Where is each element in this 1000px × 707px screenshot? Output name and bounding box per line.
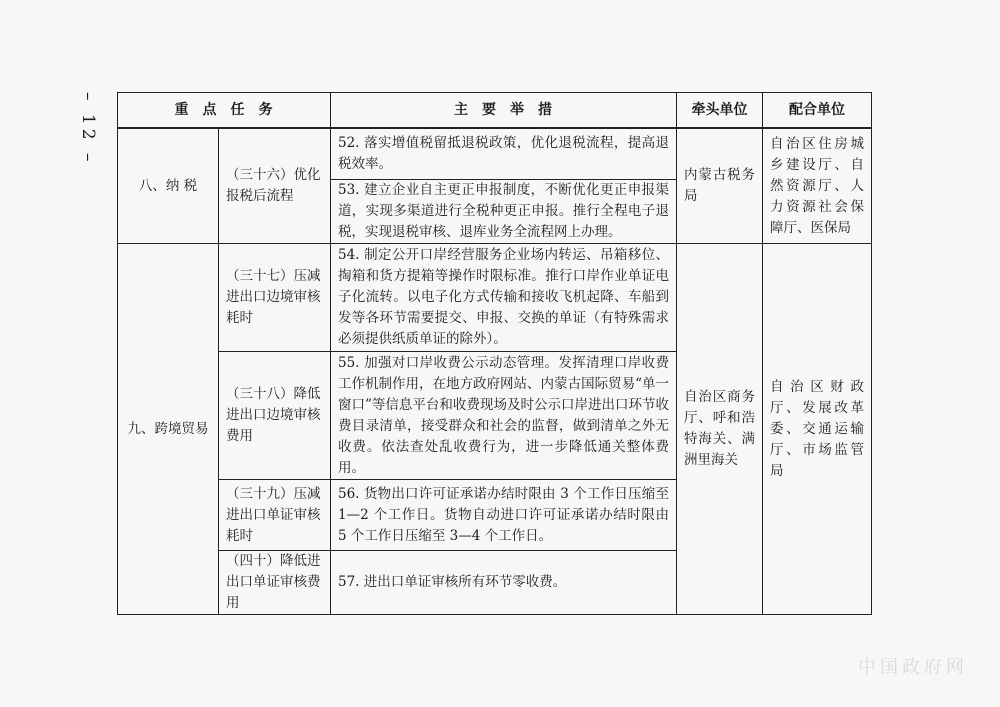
table-header-row [118, 93, 872, 129]
subtask-cell: （三十九）压减进出口单证审核耗时 [219, 480, 331, 551]
measure-cell: 55. 加强对口岸收费公示动态管理。发挥清理口岸收费工作机制作用，在地方政府网站、内蒙古国际贸易“单一窗口”等信息平台和收费现场及时公示口岸进出口环节收费目录清单，接受群众和社会的监督，做到清单之外无收费。依法查处乱收费行为，进一步降低通关整体费用。 [331, 352, 677, 480]
page-number: – 12 – [78, 92, 98, 166]
measure-cell: 54. 制定公开口岸经营服务企业场内转运、吊箱移位、掏箱和货方提箱等操作时限标准。推行口岸作业单证电子化流转。以电子化方式传输和接收飞机起降、车船到发等各环节需要提交、申报、交换的单证（有特殊需求必须提供纸质单证的除外）。 [331, 244, 677, 352]
subtask-cell: （四十）降低进出口单证审核费用 [219, 551, 331, 615]
category-cell: 九、跨境贸易 [118, 244, 219, 615]
header-lead: 牵头单位 [677, 93, 763, 129]
subtask-cell: （三十八）降低进出口边境审核费用 [219, 352, 331, 480]
header-task: 重点任务 [118, 93, 331, 129]
watermark-logo: 中国政府网 [858, 657, 968, 678]
subtask-cell: （三十七）压减进出口边境审核耗时 [219, 244, 331, 352]
table-row [118, 244, 872, 352]
lead-unit-cell: 内蒙古税务局 [677, 128, 763, 244]
cooperate-unit-cell: 自治区住房城乡建设厅、自然资源厅、人力资源社会保障厅、医保局 [763, 128, 872, 244]
table-row [118, 128, 872, 180]
measure-cell: 53. 建立企业自主更正申报制度，不断优化更正申报渠道，实现多渠道进行全税种更正申报。推行全程电子退税，实现退税审核、退库业务全流程网上办理。 [331, 180, 677, 244]
subtask-cell: （三十六）优化报税后流程 [219, 128, 331, 244]
header-measures: 主要举措 [331, 93, 677, 129]
lead-unit-cell: 自治区商务厅、呼和浩特海关、满洲里海关 [677, 244, 763, 615]
measure-cell: 56. 货物出口许可证承诺办结时限由 3 个工作日压缩至 1—2 个工作日。货物自动进口许可证承诺办结时限由 5 个工作日压缩至 3—4 个工作日。 [331, 480, 677, 551]
category-cell: 八、纳 税 [118, 128, 219, 244]
measure-cell: 52. 落实增值税留抵退税政策，优化退税流程，提高退税效率。 [331, 128, 677, 180]
task-table [117, 92, 872, 615]
header-cooperate: 配合单位 [763, 93, 872, 129]
measure-cell: 57. 进出口单证审核所有环节零收费。 [331, 551, 677, 615]
cooperate-unit-cell: 自治区财政厅、发展改革委、交通运输厅、市场监管局 [763, 244, 872, 615]
